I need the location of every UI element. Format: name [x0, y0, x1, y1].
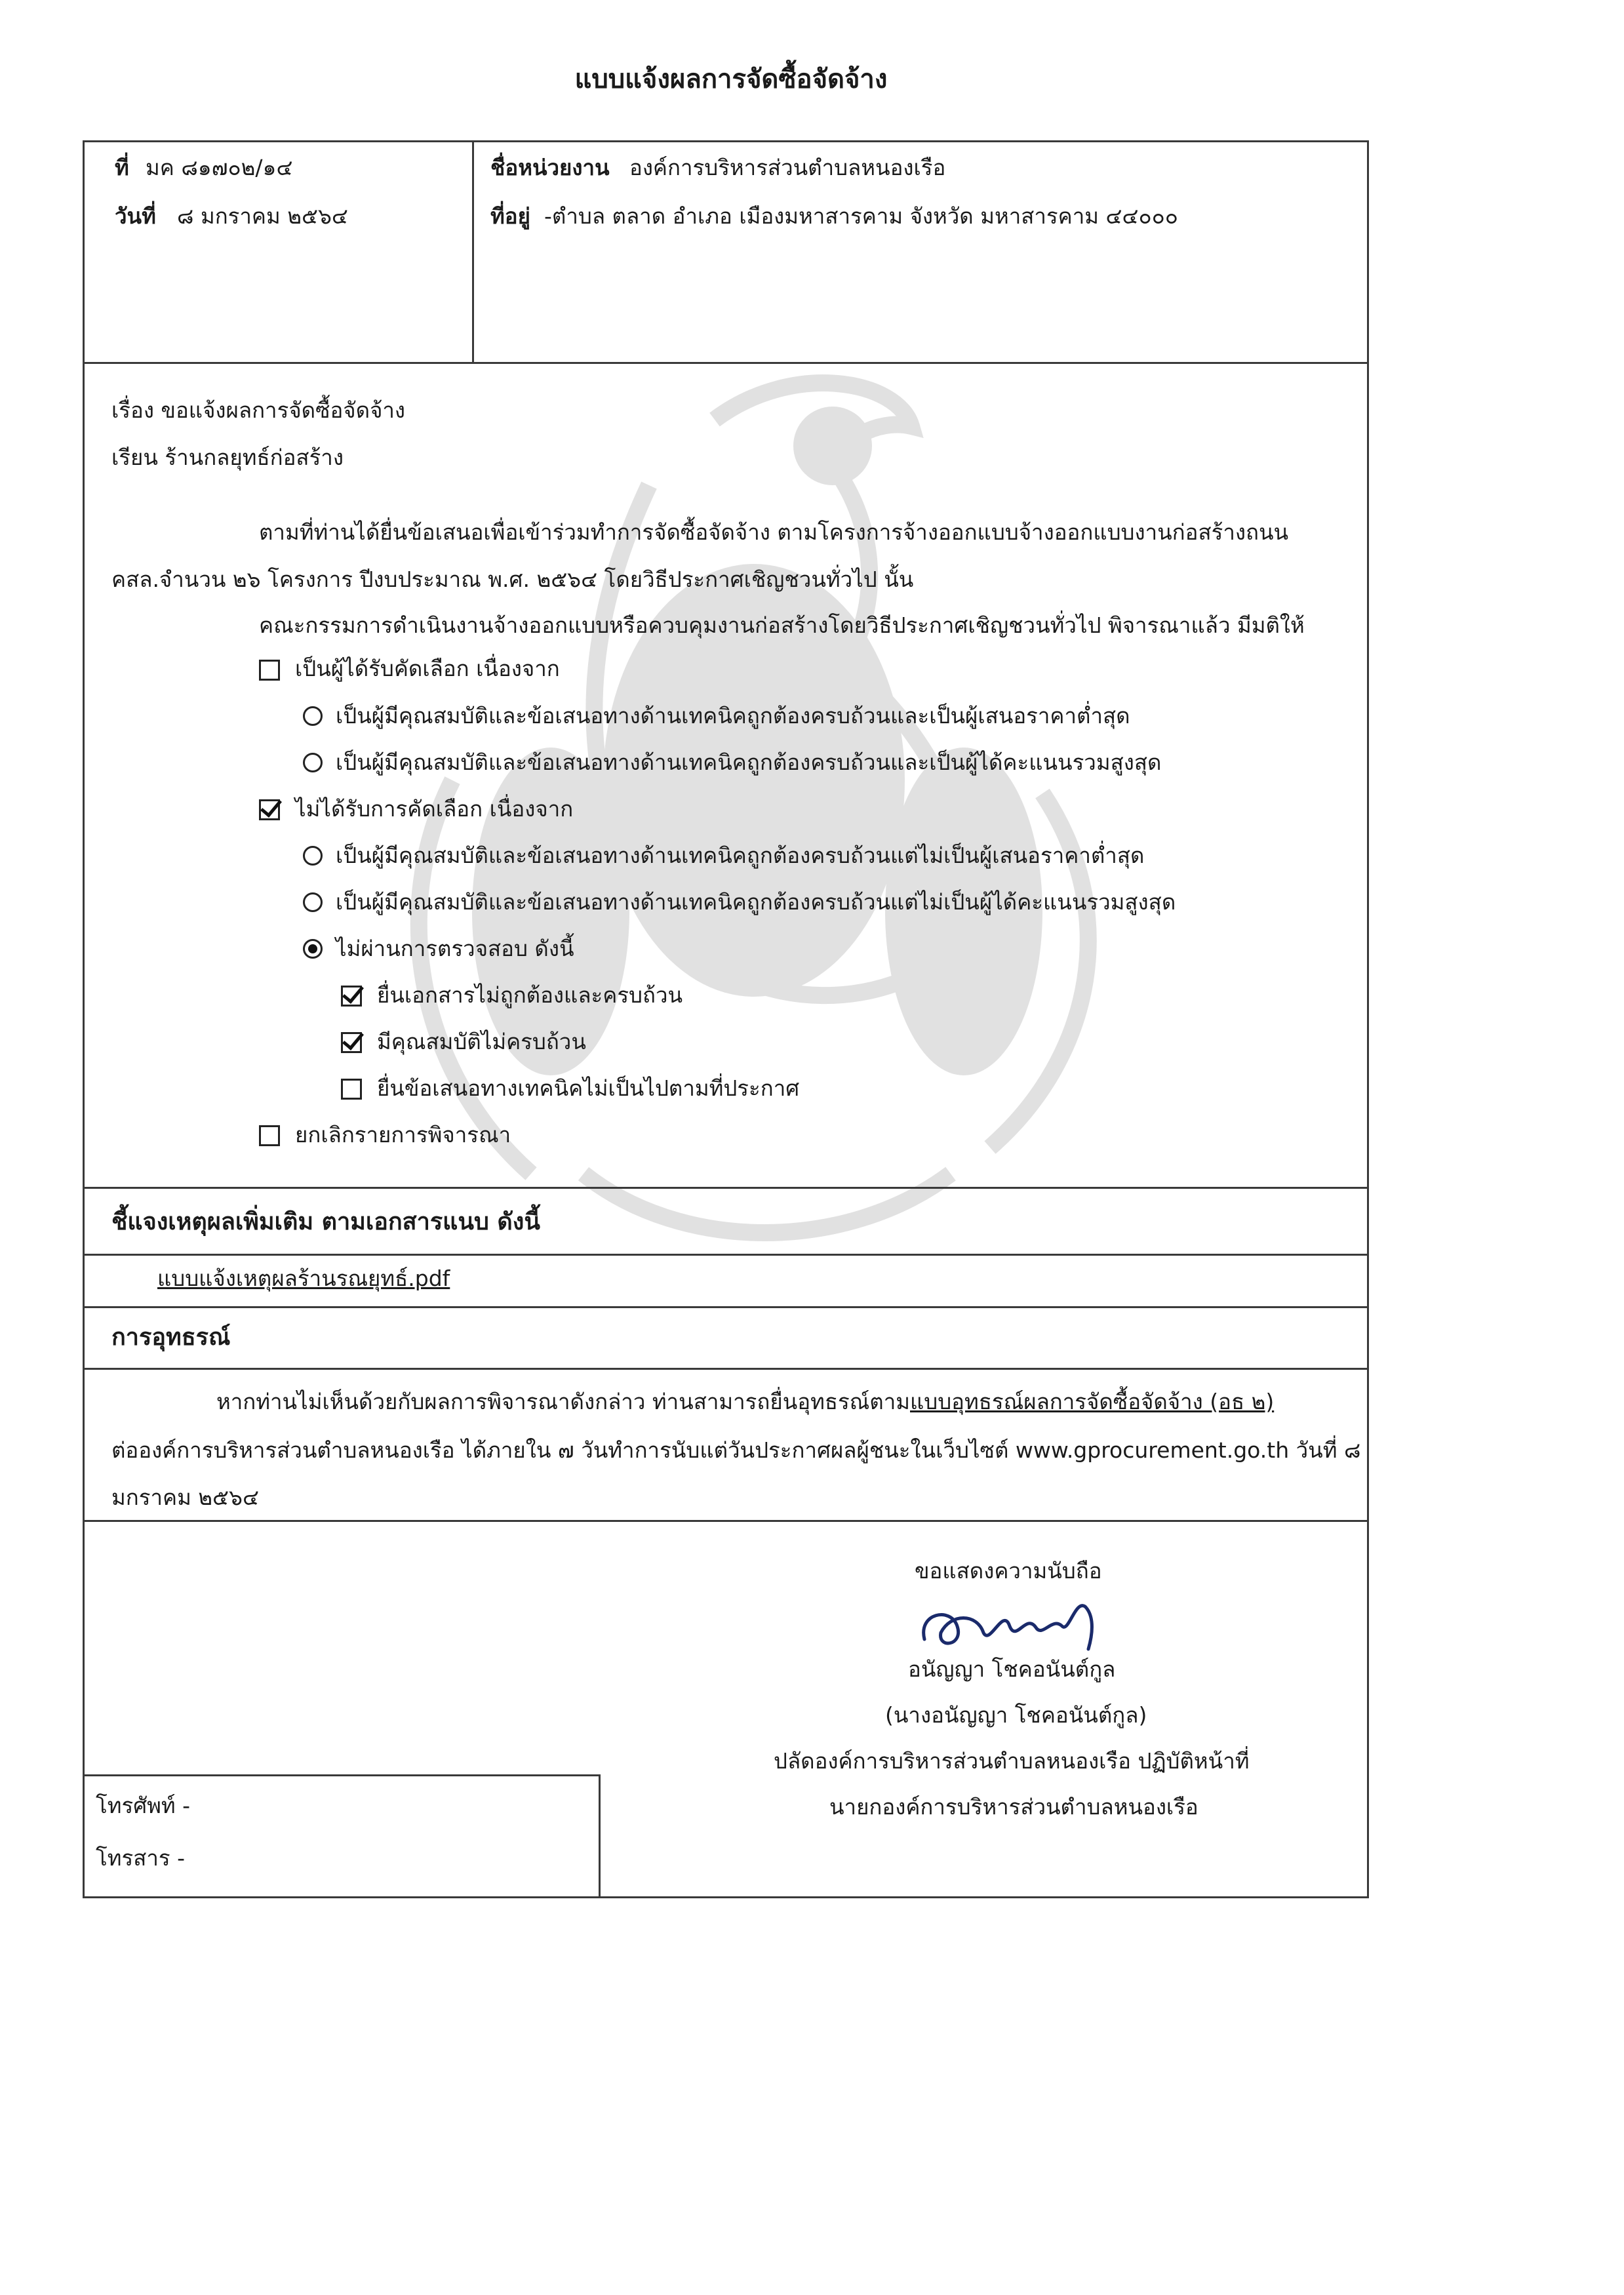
not-selected-reason1-radio[interactable]	[303, 846, 323, 866]
selected-reason1-label: เป็นผู้มีคุณสมบัติและข้อเสนอทางด้านเทคนิคถูกต้องครบถ้วนและเป็นผู้เสนอราคาต่ำสุด	[336, 703, 1130, 728]
signer-position-line2: นายกองค์การบริหารส่วนตำบลหนองเรือ	[829, 1794, 1198, 1820]
appeal-heading: การอุทธรณ์	[111, 1324, 231, 1351]
paragraph1-line2: คสล.จำนวน ๒๖ โครงการ ปีงบประมาณ พ.ศ. ๒๕๖๔ โดยวิธีประกาศเชิญชวนทั่วไป นั้น	[111, 567, 914, 592]
sub-reason1-label: ยื่นเอกสารไม่ถูกต้องและครบถ้วน	[377, 982, 683, 1008]
subject-line: เรื่อง ขอแจ้งผลการจัดซื้อจัดจ้าง	[111, 397, 406, 423]
sub-reason2-checkbox[interactable]	[341, 1032, 362, 1053]
signer-position-line1: ปลัดองค์การบริหารส่วนตำบลหนองเรือ ปฏิบัติหน้าที่	[774, 1748, 1250, 1774]
not-selected-label: ไม่ได้รับการคัดเลือก เนื่องจาก	[295, 796, 574, 822]
attachment-link[interactable]: แบบแจ้งเหตุผลร้านรณยุทธ์.pdf	[157, 1266, 450, 1291]
not-selected-reason2-radio[interactable]	[303, 892, 323, 912]
selected-checkbox[interactable]	[259, 660, 280, 681]
agency-value: องค์การบริหารส่วนตำบลหนองเรือ	[629, 155, 946, 180]
sub-reason3-label: ยื่นข้อเสนอทางเทคนิคไม่เป็นไปตามที่ประกาศ	[377, 1075, 800, 1101]
appeal-line3: มกราคม ๒๕๖๔	[111, 1485, 259, 1510]
signer-short-name: อนัญญา โชคอนันต์กูล	[908, 1656, 1116, 1682]
address-value: -ตำบล ตลาด อำเภอ เมืองมหาสารคาม จังหวัด มหาสารคาม ๔๔๐๐๐	[544, 203, 1178, 229]
attachment-line	[83, 1306, 1369, 1308]
phone-label: โทรศัพท์ -	[96, 1793, 191, 1818]
appeal-form-link[interactable]: แบบอุทธรณ์ผลการจัดซื้อจัดจ้าง (อธ ๒)	[910, 1389, 1275, 1414]
paragraph2: คณะกรรมการดำเนินงานจ้างออกแบบหรือควบคุมงานก่อสร้างโดยวิธีประกาศเชิญชวนทั่วไป พิจารณาแล้ว มีมติให้	[259, 612, 1305, 638]
appeal-heading-line	[83, 1368, 1369, 1370]
doc-number-label: ที่	[115, 155, 129, 180]
cancel-checkbox[interactable]	[259, 1125, 280, 1146]
sub-reason2-label: มีคุณสมบัติไม่ครบถ้วน	[377, 1029, 586, 1054]
options-bottom-line	[83, 1187, 1369, 1189]
contact-right-line	[599, 1774, 601, 1898]
not-selected-reason1-label: เป็นผู้มีคุณสมบัติและข้อเสนอทางด้านเทคนิคถูกต้องครบถ้วนแต่ไม่เป็นผู้เสนอราคาต่ำสุด	[336, 843, 1145, 868]
not-selected-reason2-label: เป็นผู้มีคุณสมบัติและข้อเสนอทางด้านเทคนิคถูกต้องครบถ้วนแต่ไม่เป็นผู้ได้คะแนนรวมสูงสุด	[336, 889, 1176, 915]
fax-label: โทรสาร -	[96, 1845, 185, 1871]
selected-reason2-radio[interactable]	[303, 753, 323, 772]
date-value: ๘ มกราคม ๒๕๖๔	[177, 203, 348, 229]
appeal-line1	[216, 1387, 1274, 1416]
selected-label: เป็นผู้ได้รับคัดเลือก เนื่องจาก	[295, 656, 560, 681]
explain-heading-line	[83, 1254, 1369, 1256]
contact-top-line	[83, 1774, 601, 1776]
selected-reason1-radio[interactable]	[303, 706, 323, 726]
not-selected-reason3-radio[interactable]	[303, 939, 323, 959]
handwritten-signature	[911, 1587, 1121, 1659]
appeal-line2: ต่อองค์การบริหารส่วนตำบลหนองเรือ ได้ภายใน ๗ วันทำการนับแต่วันประกาศผลผู้ชนะในเว็บไซต์ www.gprocurement.go.th วันที่ ๘	[111, 1437, 1361, 1463]
frame-bottom-line	[83, 1896, 1369, 1898]
frame-top-line	[83, 140, 1369, 142]
sub-reason1-checkbox[interactable]	[341, 986, 362, 1007]
agency-label: ชื่อหน่วยงาน	[490, 155, 610, 180]
cancel-label: ยกเลิกรายการพิจารณา	[295, 1122, 511, 1148]
header-divider-line	[472, 140, 474, 363]
frame-left-line	[83, 140, 85, 1898]
header-bottom-line	[83, 362, 1369, 364]
document-title: แบบแจ้งผลการจัดซื้อจัดจ้าง	[574, 64, 888, 94]
explain-heading: ชี้แจงเหตุผลเพิ่มเติม ตามเอกสารแนบ ดังนี้	[111, 1208, 540, 1235]
selected-reason2-label: เป็นผู้มีคุณสมบัติและข้อเสนอทางด้านเทคนิคถูกต้องครบถ้วนและเป็นผู้ได้คะแนนรวมสูงสุด	[336, 749, 1162, 775]
not-selected-reason3-label: ไม่ผ่านการตรวจสอบ ดังนี้	[336, 936, 574, 961]
appeal-bottom-line	[83, 1520, 1369, 1522]
doc-number-value: มค ๘๑๗๐๒/๑๔	[146, 155, 293, 180]
address-label: ที่อยู่	[490, 203, 530, 229]
recipient-line: เรียน ร้านกลยุทธ์ก่อสร้าง	[111, 445, 344, 470]
sub-reason3-checkbox[interactable]	[341, 1079, 362, 1100]
appeal-line1-text: หากท่านไม่เห็นด้วยกับผลการพิจารณาดังกล่าว ท่านสามารถยื่นอุทธรณ์ตาม	[216, 1389, 911, 1414]
date-label: วันที่	[115, 203, 156, 229]
signer-full-name: (นางอนัญญา โชคอนันต์กูล)	[885, 1702, 1147, 1728]
closing-text: ขอแสดงความนับถือ	[915, 1558, 1102, 1584]
paragraph1-line1: ตามที่ท่านได้ยื่นข้อเสนอเพื่อเข้าร่วมทำการจัดซื้อจัดจ้าง ตามโครงการจ้างออกแบบจ้างออกแบบงานก่อสร้างถนน	[259, 519, 1289, 545]
not-selected-checkbox[interactable]	[259, 799, 280, 820]
frame-right-line	[1367, 140, 1369, 1898]
